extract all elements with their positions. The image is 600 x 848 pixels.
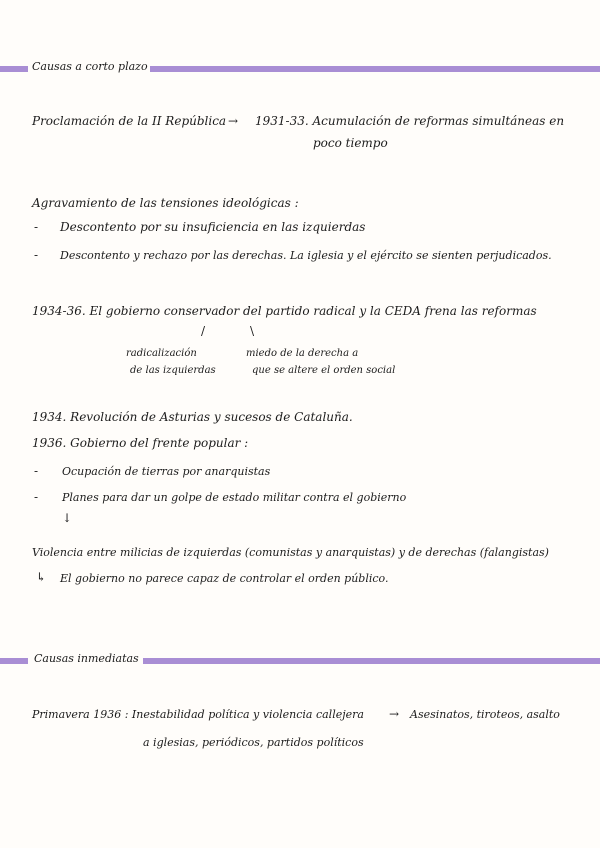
arrow-down-icon: ↓ xyxy=(62,511,73,525)
violencia-line2: El gobierno no parece capaz de controlar el orden público. xyxy=(60,572,389,585)
branch-right-line1: miedo de la derecha a xyxy=(246,348,359,359)
agravamiento-bullet-1: Descontento por su insuficiencia en las izquierdas xyxy=(60,220,366,234)
primavera-line2: a iglesias, periódicos, partidos políticos xyxy=(143,736,364,749)
bullet-dash: - xyxy=(34,464,39,478)
bullet-dash: - xyxy=(34,490,39,504)
revolucion-asturias: 1934. Revolución de Asturias y sucesos de Cataluña. xyxy=(32,410,353,424)
section-title: Causas a corto plazo xyxy=(32,60,148,73)
section-divider-right xyxy=(143,658,600,664)
section-header-corto-plazo xyxy=(0,62,600,76)
primavera-line1-right: Asesinatos, tiroteos, asalto xyxy=(410,708,560,721)
branch-right-line2: que se altere el orden social xyxy=(252,365,396,376)
agravamiento-heading: Agravamiento de las tensiones ideológicas : xyxy=(32,196,299,210)
branch-left-line2: de las izquierdas xyxy=(130,365,216,376)
arrow-right-icon: → xyxy=(389,707,400,721)
section-divider-left xyxy=(0,658,28,664)
bullet-dash: - xyxy=(34,248,39,262)
frente-popular-heading: 1936. Gobierno del frente popular : xyxy=(32,436,249,450)
section-title: Causas inmediatas xyxy=(34,652,139,665)
section-divider-left xyxy=(0,66,28,72)
branch-left-stroke: / xyxy=(201,324,206,338)
arrow-turn-right-icon: ↳ xyxy=(36,570,47,584)
primavera-line1-left: Primavera 1936 : Inestabilidad política y violencia callejera xyxy=(32,708,364,721)
section-divider-right xyxy=(150,66,600,72)
branch-right-stroke: \ xyxy=(250,324,255,338)
proclamacion-right-line1: 1931-33. Acumulación de reformas simultáneas en xyxy=(255,114,565,128)
gobierno-conservador: 1934-36. El gobierno conservador del partido radical y la CEDA frena las reformas xyxy=(32,304,537,318)
frente-popular-bullet-1: Ocupación de tierras por anarquistas xyxy=(62,465,271,478)
frente-popular-bullet-2: Planes para dar un golpe de estado militar contra el gobierno xyxy=(62,491,407,504)
proclamacion-left: Proclamación de la II República xyxy=(32,114,227,128)
arrow-right-icon: → xyxy=(228,114,239,128)
bullet-dash: - xyxy=(34,220,39,234)
violencia-line1: Violencia entre milicias de izquierdas (comunistas y anarquistas) y de derechas (falangistas) xyxy=(32,546,549,559)
agravamiento-bullet-2: Descontento y rechazo por las derechas. La iglesia y el ejército se sienten perjudicados. xyxy=(60,249,552,262)
proclamacion-right-line2: poco tiempo xyxy=(313,136,388,150)
branch-left-line1: radicalización xyxy=(126,348,197,359)
section-header-inmediatas xyxy=(0,654,600,668)
